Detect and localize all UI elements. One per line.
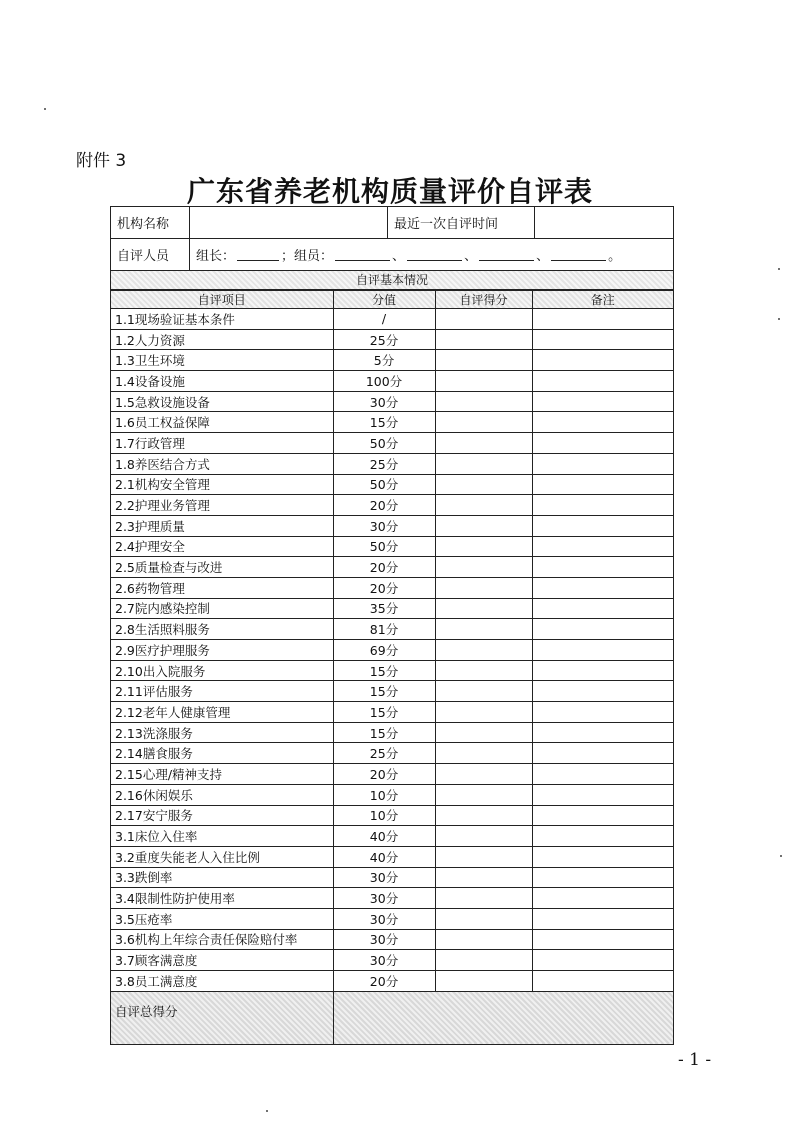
remarks-cell[interactable]: [532, 929, 673, 950]
score-value-cell: 15分: [333, 660, 435, 681]
member-blank-3[interactable]: [479, 249, 534, 261]
table-row: [111, 908, 673, 929]
item-cell: 3.8员工满意度: [111, 971, 333, 992]
col-header-score: 分值: [333, 291, 435, 309]
table-row: [111, 371, 673, 392]
remarks-cell[interactable]: [532, 702, 673, 723]
remarks-cell[interactable]: [532, 743, 673, 764]
remarks-cell[interactable]: [532, 495, 673, 516]
page-number: - 1 -: [678, 1050, 712, 1070]
remarks-cell[interactable]: [532, 350, 673, 371]
self-score-cell[interactable]: [435, 681, 532, 702]
table-row: [111, 515, 673, 536]
table-row: [111, 722, 673, 743]
table-row: [111, 495, 673, 516]
item-cell: 1.6员工权益保障: [111, 412, 333, 433]
table-row: [111, 971, 673, 992]
score-value-cell: 69分: [333, 640, 435, 661]
remarks-cell[interactable]: [532, 619, 673, 640]
table-row: [111, 805, 673, 826]
last-eval-time-field[interactable]: [535, 207, 673, 238]
table-row: [111, 619, 673, 640]
total-label: 自评总得分: [111, 991, 333, 1044]
self-score-cell[interactable]: [435, 495, 532, 516]
remarks-cell[interactable]: [532, 412, 673, 433]
score-value-cell: 10分: [333, 805, 435, 826]
self-score-cell[interactable]: [435, 598, 532, 619]
item-cell: 1.7行政管理: [111, 433, 333, 454]
form-title: 广东省养老机构质量评价自评表: [186, 175, 593, 208]
score-value-cell: 20分: [333, 495, 435, 516]
member-blank-1[interactable]: [335, 249, 390, 261]
remarks-cell[interactable]: [532, 805, 673, 826]
scan-speck: [778, 268, 780, 270]
score-value-cell: 15分: [333, 412, 435, 433]
item-cell: 2.15心理/精神支持: [111, 764, 333, 785]
item-cell: 2.6药物管理: [111, 577, 333, 598]
item-cell: 2.8生活照料服务: [111, 619, 333, 640]
self-score-cell[interactable]: [435, 722, 532, 743]
self-score-cell[interactable]: [435, 329, 532, 350]
score-value-cell: 25分: [333, 743, 435, 764]
remarks-cell[interactable]: [532, 391, 673, 412]
remarks-cell[interactable]: [532, 309, 673, 330]
score-value-cell: 15分: [333, 702, 435, 723]
item-cell: 2.9医疗护理服务: [111, 640, 333, 661]
self-score-cell[interactable]: [435, 867, 532, 888]
item-cell: 1.3卫生环境: [111, 350, 333, 371]
scan-speck: [780, 855, 782, 857]
item-cell: 3.4限制性防护使用率: [111, 888, 333, 909]
table-row: [111, 867, 673, 888]
score-value-cell: 10分: [333, 784, 435, 805]
self-score-cell[interactable]: [435, 557, 532, 578]
score-value-cell: 20分: [333, 764, 435, 785]
score-value-cell: 15分: [333, 681, 435, 702]
self-score-cell[interactable]: [435, 412, 532, 433]
self-score-cell[interactable]: [435, 350, 532, 371]
score-value-cell: 50分: [333, 433, 435, 454]
score-value-cell: 30分: [333, 888, 435, 909]
item-cell: 2.12老年人健康管理: [111, 702, 333, 723]
table-row: [111, 826, 673, 847]
evaluator-label: 自评人员: [111, 239, 190, 270]
table-row: [111, 412, 673, 433]
score-value-cell: 20分: [333, 577, 435, 598]
remarks-cell[interactable]: [532, 371, 673, 392]
table-row: [111, 453, 673, 474]
item-cell: 2.13洗涤服务: [111, 722, 333, 743]
self-score-cell[interactable]: [435, 371, 532, 392]
item-cell: 2.3护理质量: [111, 515, 333, 536]
score-value-cell: 40分: [333, 846, 435, 867]
period: 。: [608, 249, 622, 264]
score-value-cell: 20分: [333, 557, 435, 578]
table-row: [111, 660, 673, 681]
remarks-cell[interactable]: [532, 453, 673, 474]
remarks-cell[interactable]: [532, 867, 673, 888]
score-value-cell: 30分: [333, 908, 435, 929]
remarks-cell[interactable]: [532, 577, 673, 598]
score-value-cell: 30分: [333, 929, 435, 950]
self-score-cell[interactable]: [435, 702, 532, 723]
self-score-cell[interactable]: [435, 888, 532, 909]
org-name-field[interactable]: [190, 207, 388, 238]
remarks-cell[interactable]: [532, 515, 673, 536]
item-cell: 3.5压疮率: [111, 908, 333, 929]
total-score-field[interactable]: [333, 991, 673, 1044]
item-cell: 1.1现场验证基本条件: [111, 309, 333, 330]
item-cell: 1.4设备设施: [111, 371, 333, 392]
remarks-cell[interactable]: [532, 474, 673, 495]
score-value-cell: 50分: [333, 474, 435, 495]
self-score-cell[interactable]: [435, 453, 532, 474]
self-score-cell[interactable]: [435, 805, 532, 826]
self-score-cell[interactable]: [435, 660, 532, 681]
remarks-cell[interactable]: [532, 950, 673, 971]
table-row: [111, 474, 673, 495]
score-value-cell: 100分: [333, 371, 435, 392]
table-row: [111, 702, 673, 723]
total-row: [111, 991, 673, 1044]
score-value-cell: 50分: [333, 536, 435, 557]
last-eval-time-label: 最近一次自评时间: [388, 207, 535, 238]
table-row: [111, 681, 673, 702]
remarks-cell[interactable]: [532, 433, 673, 454]
evaluation-table: [111, 290, 673, 1044]
leader-blank[interactable]: [237, 249, 279, 261]
col-header-item: 自评项目: [111, 291, 333, 309]
item-cell: 2.1机构安全管理: [111, 474, 333, 495]
separator: ；: [281, 249, 295, 264]
scan-speck: [778, 318, 780, 320]
leader-label: 组长：: [196, 249, 236, 264]
remarks-cell[interactable]: [532, 764, 673, 785]
score-value-cell: 81分: [333, 619, 435, 640]
self-score-cell[interactable]: [435, 764, 532, 785]
score-value-cell: 35分: [333, 598, 435, 619]
remarks-cell[interactable]: [532, 846, 673, 867]
self-score-cell[interactable]: [435, 577, 532, 598]
self-score-cell[interactable]: [435, 474, 532, 495]
table-row: [111, 433, 673, 454]
table-row: [111, 329, 673, 350]
org-info-row: [111, 207, 673, 239]
self-score-cell[interactable]: [435, 826, 532, 847]
self-score-cell[interactable]: [435, 515, 532, 536]
score-value-cell: /: [333, 309, 435, 330]
score-value-cell: 25分: [333, 329, 435, 350]
item-cell: 1.2人力资源: [111, 329, 333, 350]
table-row: [111, 743, 673, 764]
table-header-row: [111, 291, 673, 309]
self-score-cell[interactable]: [435, 536, 532, 557]
item-cell: 3.1床位入住率: [111, 826, 333, 847]
score-value-cell: 40分: [333, 826, 435, 847]
item-cell: 1.8养医结合方式: [111, 453, 333, 474]
table-row: [111, 846, 673, 867]
score-value-cell: 15分: [333, 722, 435, 743]
remarks-cell[interactable]: [532, 784, 673, 805]
table-row: [111, 309, 673, 330]
self-score-cell[interactable]: [435, 309, 532, 330]
table-row: [111, 929, 673, 950]
remarks-cell[interactable]: [532, 660, 673, 681]
col-header-self-score: 自评得分: [435, 291, 532, 309]
remarks-cell[interactable]: [532, 826, 673, 847]
item-cell: 2.16休闲娱乐: [111, 784, 333, 805]
table-row: [111, 640, 673, 661]
self-score-cell[interactable]: [435, 846, 532, 867]
item-cell: 2.17安宁服务: [111, 805, 333, 826]
score-value-cell: 20分: [333, 971, 435, 992]
item-cell: 2.5质量检查与改进: [111, 557, 333, 578]
table-row: [111, 557, 673, 578]
self-score-cell[interactable]: [435, 619, 532, 640]
member-blank-2[interactable]: [407, 249, 462, 261]
score-value-cell: 30分: [333, 391, 435, 412]
table-body: [111, 309, 673, 992]
scan-speck: [44, 108, 46, 110]
self-score-cell[interactable]: [435, 433, 532, 454]
remarks-cell[interactable]: [532, 536, 673, 557]
self-score-cell[interactable]: [435, 908, 532, 929]
self-score-cell[interactable]: [435, 640, 532, 661]
org-name-label: 机构名称: [111, 207, 190, 238]
remarks-cell[interactable]: [532, 640, 673, 661]
member-label: 组员：: [294, 249, 334, 264]
comma: 、: [464, 249, 478, 264]
table-row: [111, 950, 673, 971]
attachment-label: 附件 3: [76, 151, 127, 171]
self-score-cell[interactable]: [435, 950, 532, 971]
comma: 、: [536, 249, 550, 264]
self-score-cell[interactable]: [435, 784, 532, 805]
evaluator-row: [111, 239, 673, 271]
item-cell: 1.5急救设施设备: [111, 391, 333, 412]
item-cell: 2.11评估服务: [111, 681, 333, 702]
score-value-cell: 30分: [333, 950, 435, 971]
table-row: [111, 764, 673, 785]
item-cell: 2.14膳食服务: [111, 743, 333, 764]
evaluation-form: [110, 206, 674, 1045]
item-cell: 3.7顾客满意度: [111, 950, 333, 971]
remarks-cell[interactable]: [532, 908, 673, 929]
remarks-cell[interactable]: [532, 722, 673, 743]
remarks-cell[interactable]: [532, 971, 673, 992]
table-row: [111, 391, 673, 412]
remarks-cell[interactable]: [532, 557, 673, 578]
comma: 、: [392, 249, 406, 264]
item-cell: 3.2重度失能老人入住比例: [111, 846, 333, 867]
self-score-cell[interactable]: [435, 391, 532, 412]
score-value-cell: 30分: [333, 867, 435, 888]
item-cell: 2.7院内感染控制: [111, 598, 333, 619]
remarks-cell[interactable]: [532, 888, 673, 909]
table-row: [111, 350, 673, 371]
scan-speck: [266, 1110, 268, 1112]
remarks-cell[interactable]: [532, 329, 673, 350]
self-score-cell[interactable]: [435, 971, 532, 992]
table-row: [111, 598, 673, 619]
table-row: [111, 536, 673, 557]
item-cell: 2.4护理安全: [111, 536, 333, 557]
col-header-remarks: 备注: [532, 291, 673, 309]
remarks-cell[interactable]: [532, 681, 673, 702]
evaluator-fields: [190, 239, 673, 270]
self-score-cell[interactable]: [435, 929, 532, 950]
item-cell: 3.6机构上年综合责任保险赔付率: [111, 929, 333, 950]
remarks-cell[interactable]: [532, 598, 673, 619]
score-value-cell: 30分: [333, 515, 435, 536]
item-cell: 3.3跌倒率: [111, 867, 333, 888]
table-row: [111, 888, 673, 909]
table-row: [111, 784, 673, 805]
section-title: 自评基本情况: [111, 271, 673, 290]
member-blank-4[interactable]: [551, 249, 606, 261]
table-row: [111, 577, 673, 598]
score-value-cell: 25分: [333, 453, 435, 474]
self-score-cell[interactable]: [435, 743, 532, 764]
item-cell: 2.2护理业务管理: [111, 495, 333, 516]
score-value-cell: 5分: [333, 350, 435, 371]
item-cell: 2.10出入院服务: [111, 660, 333, 681]
